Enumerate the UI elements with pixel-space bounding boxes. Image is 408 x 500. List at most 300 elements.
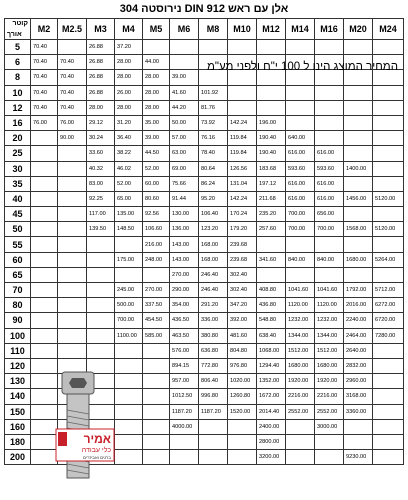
price-cell: 131.04 (228, 176, 257, 191)
price-cell (373, 131, 404, 146)
table-row (5, 70, 404, 85)
price-cell (257, 100, 286, 115)
price-cell: 5120.00 (373, 191, 404, 206)
price-cell: 70.40 (31, 85, 58, 100)
price-cell: 119.84 (228, 131, 257, 146)
price-cell: 179.20 (228, 222, 257, 237)
price-cell: 28.00 (115, 55, 143, 70)
price-cell (344, 419, 373, 434)
price-cell (143, 267, 170, 282)
price-cell: 239.68 (228, 237, 257, 252)
price-cell: 170.24 (228, 207, 257, 222)
table-row (5, 176, 404, 191)
logo-tagline-text: ברגים ואביזרים (83, 455, 111, 460)
price-cell: 5120.00 (373, 222, 404, 237)
price-cell: 576.00 (170, 343, 199, 358)
price-cell: 80.64 (199, 161, 228, 176)
price-cell: 142.24 (228, 115, 257, 130)
table-row (5, 313, 404, 328)
price-cell: 616.00 (286, 146, 315, 161)
price-cell: 1672.00 (257, 389, 286, 404)
price-cell: 101.92 (199, 85, 228, 100)
price-cell (315, 434, 344, 449)
price-cell (228, 100, 257, 115)
price-cell: 126.56 (228, 161, 257, 176)
price-cell: 81.76 (199, 100, 228, 115)
price-cell (58, 252, 87, 267)
price-cell (143, 404, 170, 419)
price-cell (373, 176, 404, 191)
price-cell: 1920.00 (286, 374, 315, 389)
diameter-header: M2 (31, 19, 58, 40)
price-cell: 481.60 (228, 328, 257, 343)
price-cell: 29.12 (87, 115, 115, 130)
price-cell: 976.80 (228, 358, 257, 373)
length-cell: 5 (5, 40, 31, 55)
price-cell: 76.16 (199, 131, 228, 146)
price-cell: 136.00 (170, 222, 199, 237)
price-cell: 70.40 (58, 70, 87, 85)
price-cell (373, 100, 404, 115)
price-cell: 341.60 (257, 252, 286, 267)
price-cell (143, 343, 170, 358)
length-cell: 130 (5, 374, 31, 389)
price-cell (228, 55, 257, 70)
price-cell: 1920.00 (315, 374, 344, 389)
price-cell: 500.00 (115, 298, 143, 313)
length-cell: 60 (5, 252, 31, 267)
price-cell: 408.80 (257, 283, 286, 298)
header-row (5, 19, 404, 40)
price-cell (58, 298, 87, 313)
price-cell: 235.20 (257, 207, 286, 222)
price-cell (373, 434, 404, 449)
length-cell: 140 (5, 389, 31, 404)
price-cell (228, 40, 257, 55)
price-cell (286, 70, 315, 85)
price-cell: 593.60 (286, 161, 315, 176)
price-cell (257, 70, 286, 85)
price-cell (115, 389, 143, 404)
price-cell: 1680.00 (286, 358, 315, 373)
diameter-header: M14 (286, 19, 315, 40)
price-cell (286, 100, 315, 115)
table-row (5, 207, 404, 222)
price-cell (228, 70, 257, 85)
price-cell (286, 419, 315, 434)
price-cell (87, 252, 115, 267)
price-cell: 1100.00 (115, 328, 143, 343)
table-row (5, 328, 404, 343)
diameter-header: M4 (115, 19, 143, 40)
price-cell: 1260.80 (228, 389, 257, 404)
price-cell (373, 358, 404, 373)
price-cell (373, 146, 404, 161)
length-cell: 50 (5, 222, 31, 237)
price-cell (58, 283, 87, 298)
price-cell: 1068.00 (257, 343, 286, 358)
price-cell (257, 237, 286, 252)
price-cell (115, 237, 143, 252)
length-cell: 8 (5, 70, 31, 85)
price-cell: 83.00 (87, 176, 115, 191)
price-cell (87, 283, 115, 298)
length-cell: 180 (5, 434, 31, 449)
price-cell: 337.50 (143, 298, 170, 313)
price-cell (344, 176, 373, 191)
price-cell (31, 343, 58, 358)
price-cell: 616.00 (286, 191, 315, 206)
price-cell (31, 191, 58, 206)
price-cell: 257.60 (257, 222, 286, 237)
price-cell (31, 146, 58, 161)
price-cell: 70.40 (58, 100, 87, 115)
price-cell: 616.00 (315, 191, 344, 206)
price-cell: 2464.00 (344, 328, 373, 343)
price-cell: 291.20 (199, 298, 228, 313)
price-cell: 2552.00 (315, 404, 344, 419)
price-cell (373, 374, 404, 389)
table-row (5, 161, 404, 176)
price-cell: 142.24 (228, 191, 257, 206)
price-cell (315, 115, 344, 130)
price-cell: 1456.00 (344, 191, 373, 206)
price-cell (344, 146, 373, 161)
price-cell (344, 237, 373, 252)
price-cell: 700.00 (115, 313, 143, 328)
price-cell (344, 207, 373, 222)
price-cell: 2240.00 (344, 313, 373, 328)
price-cell: 30.24 (87, 131, 115, 146)
length-cell: 16 (5, 115, 31, 130)
length-cell: 20 (5, 131, 31, 146)
price-cell: 3000.00 (315, 419, 344, 434)
price-cell (373, 450, 404, 465)
price-cell (143, 450, 170, 465)
price-cell: 1568.00 (344, 222, 373, 237)
price-cell: 31.20 (115, 115, 143, 130)
price-cell: 44.20 (170, 100, 199, 115)
price-cell (344, 70, 373, 85)
price-cell: 44.00 (143, 55, 170, 70)
price-cell: 148.50 (115, 222, 143, 237)
price-cell (228, 85, 257, 100)
table-row (5, 252, 404, 267)
length-cell: 100 (5, 328, 31, 343)
price-cell (315, 267, 344, 282)
price-cell: 2216.00 (286, 389, 315, 404)
price-cell: 196.00 (257, 115, 286, 130)
price-cell (373, 343, 404, 358)
corner-cell (5, 19, 31, 40)
price-cell: 38.22 (115, 146, 143, 161)
price-cell: 143.00 (170, 237, 199, 252)
price-cell (315, 100, 344, 115)
price-cell (115, 419, 143, 434)
price-cell: 26.00 (115, 85, 143, 100)
price-cell (199, 40, 228, 55)
price-cell (344, 131, 373, 146)
price-cell: 2552.00 (286, 404, 315, 419)
price-cell (31, 237, 58, 252)
price-cell (31, 283, 58, 298)
price-cell: 436.50 (170, 313, 199, 328)
price-cell: 70.40 (31, 55, 58, 70)
price-cell (286, 267, 315, 282)
price-cell (286, 450, 315, 465)
price-cell (115, 358, 143, 373)
length-cell: 30 (5, 161, 31, 176)
price-cell: 1120.00 (315, 298, 344, 313)
price-cell (373, 389, 404, 404)
price-cell: 26.88 (87, 40, 115, 55)
price-cell: 4000.00 (170, 419, 199, 434)
price-cell: 50.00 (170, 115, 199, 130)
price-cell: 1520.00 (228, 404, 257, 419)
price-cell (58, 222, 87, 237)
price-cell (58, 267, 87, 282)
price-cell (286, 55, 315, 70)
price-cell (143, 419, 170, 434)
price-cell: 40.32 (87, 161, 115, 176)
length-cell: 80 (5, 298, 31, 313)
price-cell (115, 374, 143, 389)
price-cell (31, 328, 58, 343)
price-cell: 2960.00 (344, 374, 373, 389)
price-cell: 41.60 (170, 85, 199, 100)
price-cell: 1120.00 (286, 298, 315, 313)
price-cell (228, 450, 257, 465)
price-cell: 117.00 (87, 207, 115, 222)
length-cell: 10 (5, 85, 31, 100)
price-cell (58, 343, 87, 358)
price-cell: 548.80 (257, 313, 286, 328)
price-cell (31, 176, 58, 191)
price-cell: 143.00 (170, 252, 199, 267)
price-cell: 46.02 (115, 161, 143, 176)
length-cell: 6 (5, 55, 31, 70)
length-cell: 25 (5, 146, 31, 161)
price-cell (228, 419, 257, 434)
price-cell (373, 237, 404, 252)
table-row (5, 283, 404, 298)
price-cell: 246.40 (199, 267, 228, 282)
price-cell: 354.00 (170, 298, 199, 313)
length-cell: 150 (5, 404, 31, 419)
price-cell (315, 85, 344, 100)
length-cell: 110 (5, 343, 31, 358)
price-cell: 840.00 (315, 252, 344, 267)
price-cell: 70.40 (31, 100, 58, 115)
table-row (5, 100, 404, 115)
price-cell (373, 419, 404, 434)
price-cell (58, 161, 87, 176)
price-cell (58, 328, 87, 343)
price-cell: 75.66 (170, 176, 199, 191)
price-cell: 2400.00 (257, 419, 286, 434)
price-cell (87, 267, 115, 282)
table-row (5, 298, 404, 313)
price-cell: 2016.00 (344, 298, 373, 313)
price-cell (199, 70, 228, 85)
price-cell: 28.00 (143, 85, 170, 100)
length-cell: 35 (5, 176, 31, 191)
price-cell: 3360.00 (344, 404, 373, 419)
price-cell: 804.80 (228, 343, 257, 358)
price-cell: 638.40 (257, 328, 286, 343)
diameter-header: M8 (199, 19, 228, 40)
price-cell (115, 343, 143, 358)
price-cell: 1187.20 (199, 404, 228, 419)
price-cell: 1512.00 (315, 343, 344, 358)
price-cell: 92.25 (87, 191, 115, 206)
price-cell (143, 40, 170, 55)
price-cell: 36.40 (115, 131, 143, 146)
price-cell: 3168.00 (344, 389, 373, 404)
diameter-header: M24 (373, 19, 404, 40)
price-cell: 123.20 (199, 222, 228, 237)
price-cell (31, 131, 58, 146)
price-cell: 1294.40 (257, 358, 286, 373)
price-cell: 80.60 (143, 191, 170, 206)
price-cell: 119.84 (228, 146, 257, 161)
price-cell (87, 237, 115, 252)
price-cell (170, 40, 199, 55)
price-cell (315, 70, 344, 85)
price-cell (315, 55, 344, 70)
price-cell: 6272.00 (373, 298, 404, 313)
price-cell: 73.92 (199, 115, 228, 130)
price-cell (199, 419, 228, 434)
price-cell: 28.00 (115, 70, 143, 85)
price-cell: 28.00 (87, 100, 115, 115)
diameter-header: M5 (143, 19, 170, 40)
price-cell: 130.00 (170, 207, 199, 222)
price-cell (199, 450, 228, 465)
price-cell: 806.40 (199, 374, 228, 389)
price-cell (373, 404, 404, 419)
price-cell (115, 450, 143, 465)
price-cell: 52.00 (143, 161, 170, 176)
company-logo (55, 428, 115, 462)
price-cell: 239.68 (228, 252, 257, 267)
price-cell: 616.00 (315, 146, 344, 161)
price-cell: 135.00 (115, 207, 143, 222)
length-cell: 70 (5, 283, 31, 298)
price-cell (373, 207, 404, 222)
price-cell (31, 252, 58, 267)
price-note: המחיר המוצג הינו ל 100 י"ח ולפני מע"מ (206, 61, 398, 73)
price-cell: 70.40 (58, 85, 87, 100)
price-cell: 700.00 (286, 207, 315, 222)
price-cell: 248.00 (143, 252, 170, 267)
price-cell: 78.40 (199, 146, 228, 161)
price-cell: 63.00 (170, 146, 199, 161)
price-cell (257, 85, 286, 100)
table-row (5, 222, 404, 237)
price-cell (58, 237, 87, 252)
price-cell: 1232.00 (286, 313, 315, 328)
length-cell: 40 (5, 191, 31, 206)
price-cell: 139.50 (87, 222, 115, 237)
corner-length-label: אורך (7, 31, 22, 38)
price-cell (315, 450, 344, 465)
price-cell (31, 207, 58, 222)
price-cell (344, 40, 373, 55)
table-row (5, 237, 404, 252)
table-row (5, 267, 404, 282)
length-cell: 120 (5, 358, 31, 373)
price-cell: 5712.00 (373, 283, 404, 298)
price-cell: 616.00 (315, 176, 344, 191)
price-cell (87, 313, 115, 328)
price-cell: 656.00 (315, 207, 344, 222)
price-cell: 302.40 (228, 283, 257, 298)
price-cell: 92.56 (143, 207, 170, 222)
corner-diameter-label: קוטר (12, 20, 28, 27)
diameter-header: M10 (228, 19, 257, 40)
length-cell: 55 (5, 237, 31, 252)
price-cell: 69.00 (170, 161, 199, 176)
price-cell: 57.00 (170, 131, 199, 146)
price-cell: 70.40 (31, 40, 58, 55)
price-cell (31, 267, 58, 282)
price-cell: 60.00 (143, 176, 170, 191)
price-cell: 616.00 (286, 176, 315, 191)
price-cell (143, 374, 170, 389)
price-cell: 70.40 (31, 70, 58, 85)
price-cell: 39.00 (170, 70, 199, 85)
price-cell: 1344.00 (315, 328, 344, 343)
price-cell: 245.00 (115, 283, 143, 298)
page-title: אלן עם ראש DIN 912 נירוסטה 304 (119, 3, 289, 15)
price-cell (286, 85, 315, 100)
price-cell (87, 343, 115, 358)
price-cell: 2014.40 (257, 404, 286, 419)
price-cell (58, 207, 87, 222)
price-cell (31, 313, 58, 328)
table-row (5, 55, 404, 70)
price-cell (344, 100, 373, 115)
price-cell: 1400.00 (344, 161, 373, 176)
price-cell: 270.00 (143, 283, 170, 298)
price-cell (170, 55, 199, 70)
diameter-header: M12 (257, 19, 286, 40)
price-cell: 1041.60 (286, 283, 315, 298)
price-cell (257, 55, 286, 70)
price-cell: 700.00 (315, 222, 344, 237)
price-cell (373, 55, 404, 70)
price-cell (344, 115, 373, 130)
diameter-header: M2.5 (58, 19, 87, 40)
price-cell: 197.12 (257, 176, 286, 191)
price-cell: 1020.00 (228, 374, 257, 389)
price-cell: 28.00 (143, 100, 170, 115)
price-cell (286, 40, 315, 55)
diameter-header: M16 (315, 19, 344, 40)
price-cell: 1680.00 (315, 358, 344, 373)
price-cell: 76.00 (31, 115, 58, 130)
table-row (5, 146, 404, 161)
price-cell (199, 55, 228, 70)
price-cell: 1041.60 (315, 283, 344, 298)
price-cell: 183.68 (257, 161, 286, 176)
price-cell (373, 161, 404, 176)
price-cell: 463.50 (170, 328, 199, 343)
price-cell (373, 115, 404, 130)
price-cell: 91.44 (170, 191, 199, 206)
price-cell (373, 40, 404, 55)
